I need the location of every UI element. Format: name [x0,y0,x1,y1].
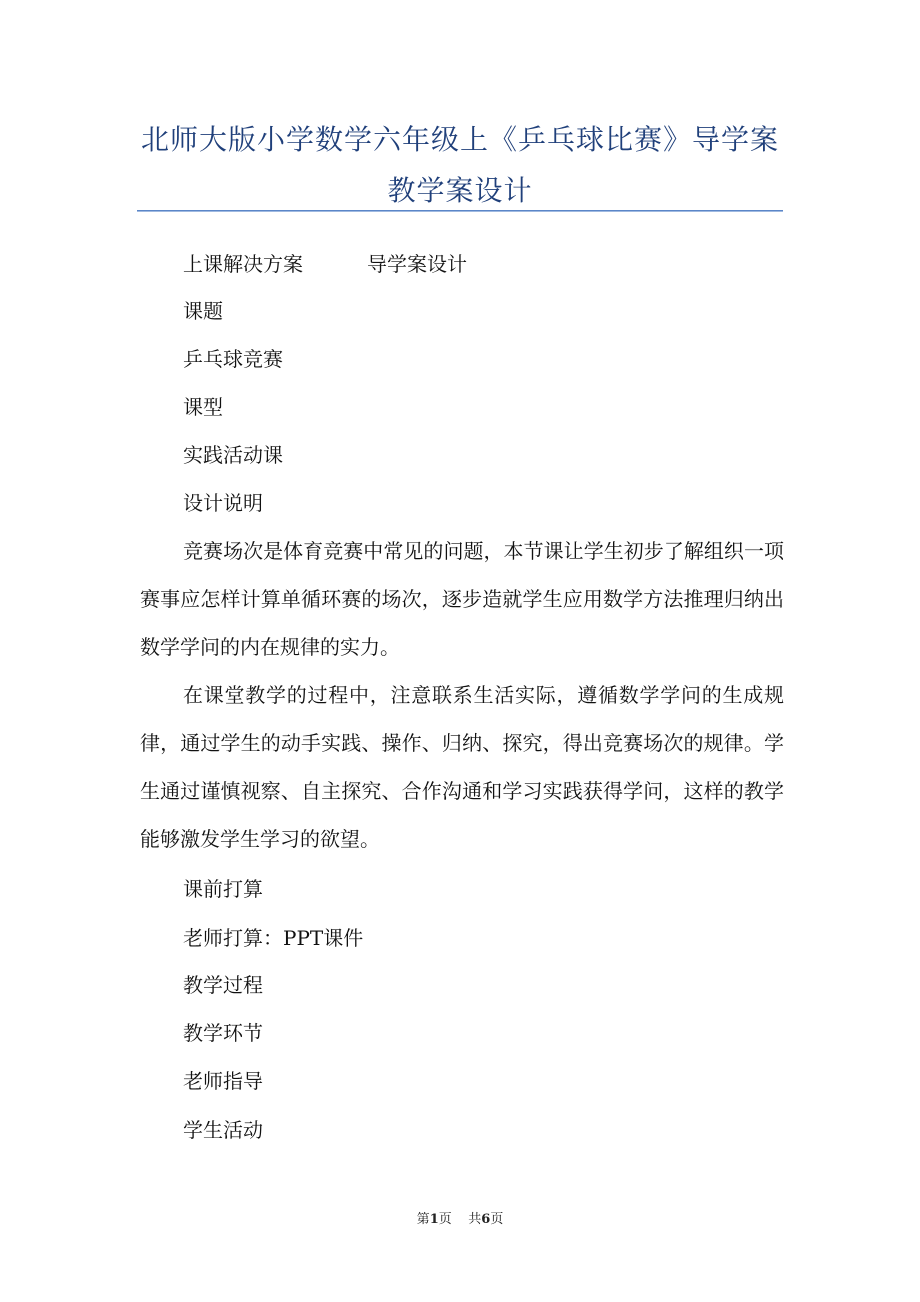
title-divider [137,210,783,212]
page-current: 1 [429,1212,439,1227]
design-paragraph-1: 竞赛场次是体育竞赛中常见的问题，本节课让学生初步了解组织一项赛事应怎样计算单循环赛的场次，逐步造就学生应用数学方法推理归纳出数学学问的内在规律的实力。 [140,539,784,659]
label-student-activity: 学生活动 [183,1118,263,1142]
label-design: 设计说明 [183,491,263,515]
document-title-line2: 教学案设计 [387,174,533,207]
page-suffix: 页 [490,1212,504,1227]
label-process: 教学过程 [183,973,263,997]
page-total: 6 [481,1212,491,1227]
label-stage: 教学环节 [183,1021,263,1045]
header-right: 导学案设计 [367,252,467,276]
page-mid: 页 共 [438,1212,482,1227]
label-topic: 课题 [183,299,223,323]
header-left: 上课解决方案 [183,252,303,276]
header-row [183,252,467,276]
label-teacher-guide: 老师指导 [183,1069,263,1093]
document-title-line1: 北师大版小学数学六年级上《乒乓球比赛》导学案 [140,123,779,156]
type-value: 实践活动课 [183,443,283,467]
page-footer [0,1208,920,1227]
label-prep: 课前打算 [183,877,263,901]
design-paragraph-2: 在课堂教学的过程中，注意联系生活实际，遵循数学学问的生成规律，通过学生的动手实践、操作、归纳、探究，得出竞赛场次的规律。学生通过谨慎视察、自主探究、合作沟通和学习实践获得学问，这样的教学能够激发学生学习的欲望。 [140,683,784,851]
label-type: 课型 [183,395,223,419]
topic-value: 乒乓球竞赛 [183,347,283,371]
teacher-prep: 老师打算：PPT课件 [183,926,364,950]
page-prefix: 第 [416,1212,430,1227]
